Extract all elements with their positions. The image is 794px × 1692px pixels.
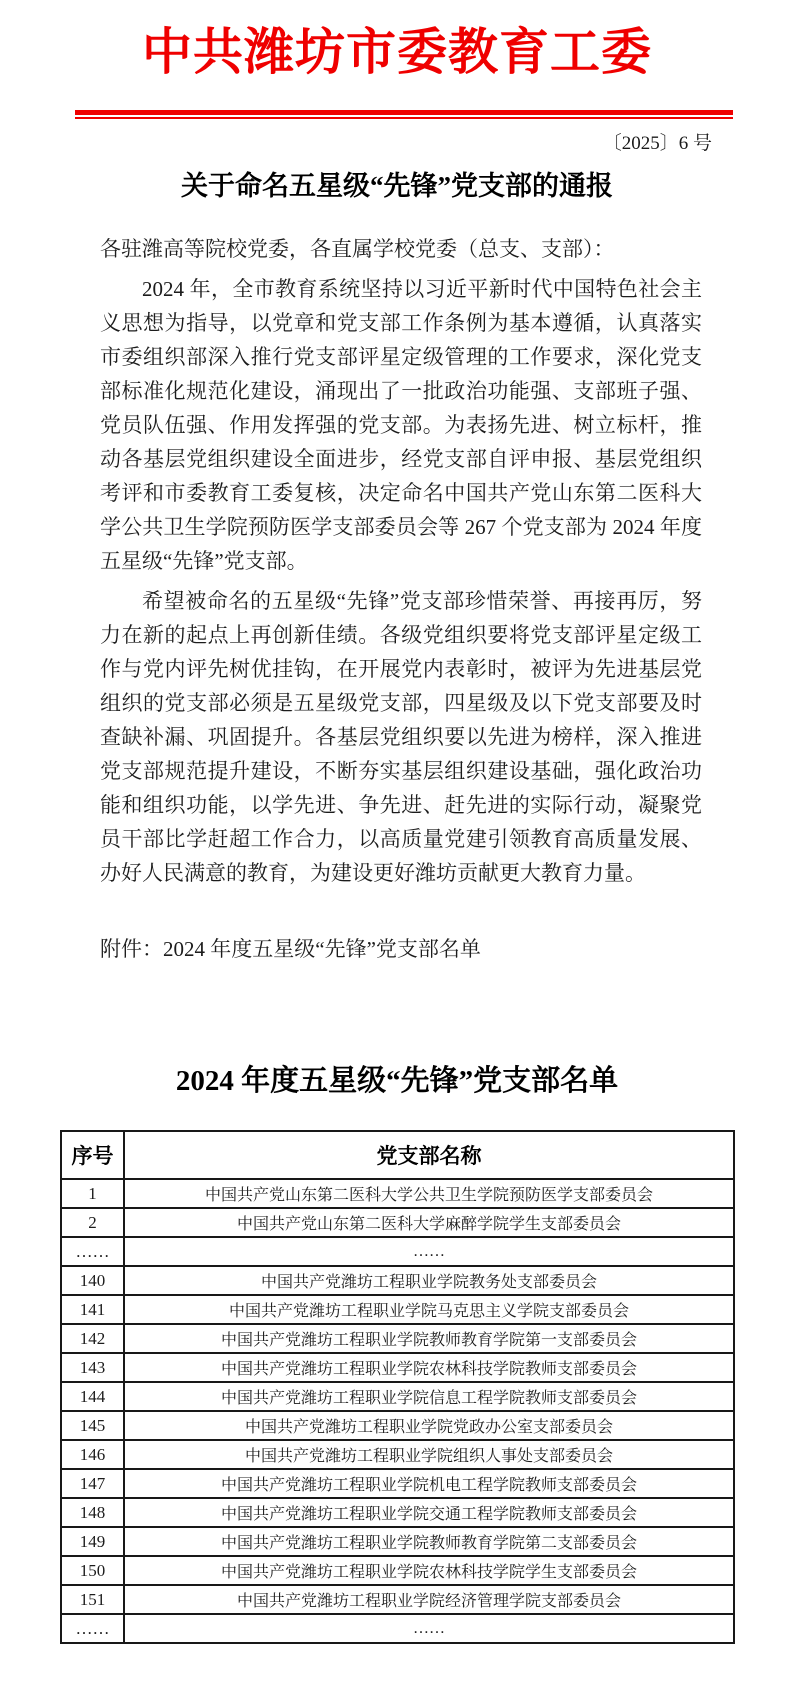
serial-number-cell: 142 [61,1324,124,1353]
table-row [61,1295,734,1324]
attachment-note: 附件：2024 年度五星级“先锋”党支部名单 [100,937,481,961]
branch-name-cell: 中国共产党潍坊工程职业学院机电工程学院教师支部委员会 [124,1469,734,1498]
serial-number-cell: 2 [61,1208,124,1237]
serial-number-cell: 149 [61,1527,124,1556]
issuing-org-title: 中共潍坊市委教育工委 [142,24,652,80]
table-row [61,1411,734,1440]
body-paragraph: 希望被命名的五星级“先锋”党支部珍惜荣誉、再接再厉，努力在新的起点上再创新佳绩。各级党组织要将党支部评星定级工作与党内评先树优挂钩，在开展党内表彰时，被评为先进基层党组织的党支部必须是五星级党支部，四星级及以下党支部要及时查缺补漏、巩固提升。各基层党组织要以先进为榜样，深入推进党支部规范提升建设，不断夯实基层组织建设基础，强化政治功能和组织功能，以学先进、争先进、赶先进的实际行动，凝聚党员干部比学赶超工作合力，以高质量党建引领教育高质量发展、办好人民满意的教育，为建设更好潍坊贡献更大教育力量。 [100,589,702,885]
branch-name-cell: 中国共产党潍坊工程职业学院农林科技学院学生支部委员会 [124,1556,734,1585]
red-divider-thin-line [75,117,733,119]
table-row [61,1237,734,1266]
branch-name-cell: 中国共产党潍坊工程职业学院信息工程学院教师支部委员会 [124,1382,734,1411]
serial-number-cell: 1 [61,1179,124,1208]
branch-name-cell: 中国共产党潍坊工程职业学院交通工程学院教师支部委员会 [124,1498,734,1527]
table-row [61,1556,734,1585]
serial-number-cell: 141 [61,1295,124,1324]
body-paragraph: 2024 年，全市教育系统坚持以习近平新时代中国特色社会主义思想为指导，以党章和党支部工作条例为基本遵循，认真落实市委组织部深入推行党支部评星定级管理的工作要求，深化党支部标准化规范化建设，涌现出了一批政治功能强、支部班子强、党员队伍强、作用发挥强的党支部。为表扬先进、树立标杆，推动各基层党组织建设全面进步，经党支部自评申报、基层党组织考评和市委教育工委复核，决定命名中国共产党山东第二医科大学公共卫生学院预防医学支部委员会等 267 个党支部为 2024 年度五星级“先锋”党支部。 [100,277,702,573]
table-row [61,1440,734,1469]
table-row [61,1498,734,1527]
table-row [61,1382,734,1411]
roster-table-container [60,1130,735,1644]
serial-number-cell: 150 [61,1556,124,1585]
serial-number-cell: 147 [61,1469,124,1498]
serial-number-cell: 145 [61,1411,124,1440]
red-divider-line [75,110,733,119]
table-row [61,1353,734,1382]
table-row [61,1179,734,1208]
table-row [61,1527,734,1556]
branch-name-cell: 中国共产党潍坊工程职业学院教师教育学院第一支部委员会 [124,1324,734,1353]
branch-name-cell: 中国共产党山东第二医科大学公共卫生学院预防医学支部委员会 [124,1179,734,1208]
table-row [61,1208,734,1237]
branch-name-cell: 中国共产党潍坊工程职业学院组织人事处支部委员会 [124,1440,734,1469]
column-header-branch-name: 党支部名称 [124,1131,734,1179]
serial-number-cell: 151 [61,1585,124,1614]
table-header-row [61,1131,734,1179]
serial-number-cell: 144 [61,1382,124,1411]
document-number: 〔2025〕6 号 [602,133,712,154]
table-row [61,1469,734,1498]
notice-paragraphs [100,272,702,890]
branch-name-cell: 中国共产党潍坊工程职业学院教师教育学院第二支部委员会 [124,1527,734,1556]
branch-name-cell: 中国共产党潍坊工程职业学院党政办公室支部委员会 [124,1411,734,1440]
table-row [61,1324,734,1353]
column-header-serial-number: 序号 [61,1131,124,1179]
branch-name-cell: 中国共产党潍坊工程职业学院教务处支部委员会 [124,1266,734,1295]
table-row [61,1585,734,1614]
notice-title: 关于命名五星级“先锋”党支部的通报 [181,171,613,201]
table-row [61,1614,734,1643]
branch-name-cell: 中国共产党潍坊工程职业学院农林科技学院教师支部委员会 [124,1353,734,1382]
branch-name-cell: …… [124,1237,734,1266]
branch-name-cell: 中国共产党山东第二医科大学麻醉学院学生支部委员会 [124,1208,734,1237]
branch-name-cell: 中国共产党潍坊工程职业学院经济管理学院支部委员会 [124,1585,734,1614]
serial-number-cell: 143 [61,1353,124,1382]
table-row [61,1266,734,1295]
roster-table [60,1130,735,1644]
serial-number-cell: 148 [61,1498,124,1527]
branch-name-cell: 中国共产党潍坊工程职业学院马克思主义学院支部委员会 [124,1295,734,1324]
roster-title: 2024 年度五星级“先锋”党支部名单 [175,1065,619,1097]
salutation-line: 各驻潍高等院校党委，各直属学校党委（总支、支部）： [100,237,615,261]
serial-number-cell: …… [61,1237,124,1266]
serial-number-cell: 146 [61,1440,124,1469]
branch-name-cell: …… [124,1614,734,1643]
serial-number-cell: …… [61,1614,124,1643]
notice-body [100,232,702,966]
serial-number-cell: 140 [61,1266,124,1295]
